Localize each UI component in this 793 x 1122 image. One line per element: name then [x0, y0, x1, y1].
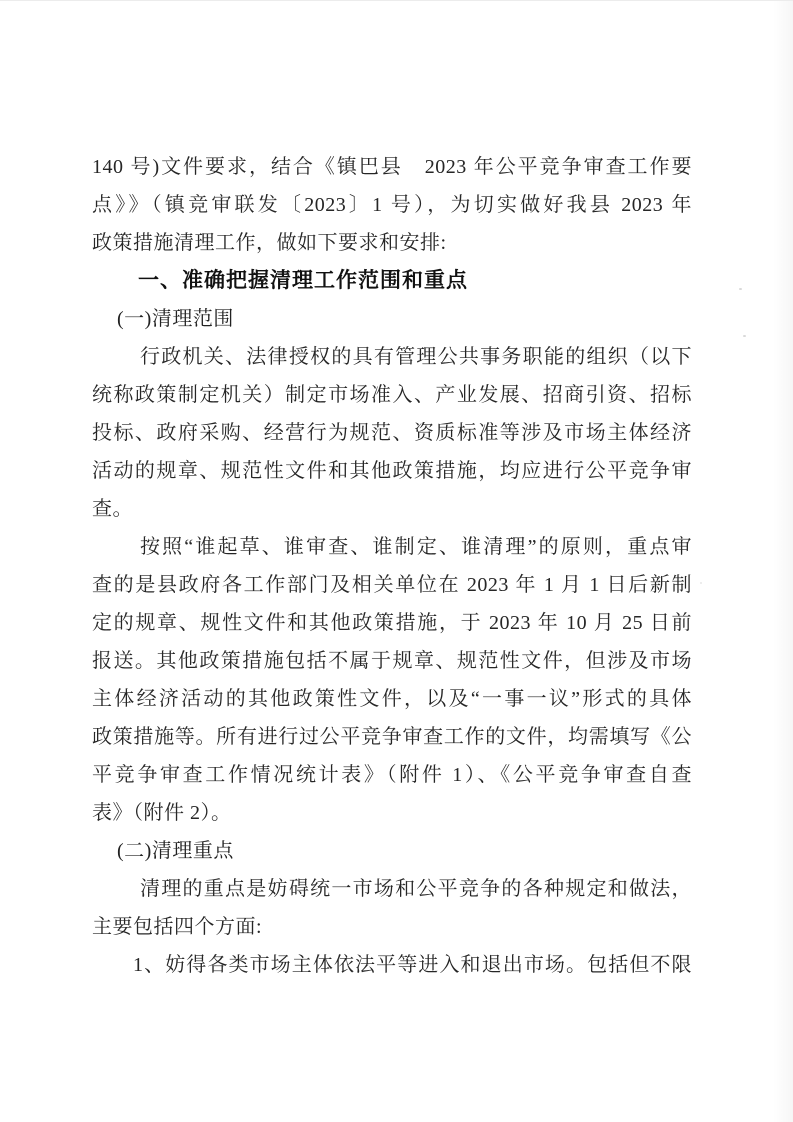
- principle-paragraph-line: 定的规章、规性文件和其他政策措施，于 2023 年 10 月 25 日前: [92, 612, 692, 634]
- principle-paragraph-line: 表》（附件 2）。: [92, 802, 232, 824]
- item-1-line: 1、妨得各类市场主体依法平等进入和退出市场。包括但不限: [133, 954, 692, 976]
- section-1-heading: 一、准确把握清理工作范围和重点: [138, 269, 468, 292]
- scan-speck: [739, 288, 742, 290]
- principle-paragraph-line: 政策措施等。所有进行过公平竞争审查工作的文件，均需填写《公: [92, 726, 692, 748]
- principle-paragraph-line: 查的是县政府各工作部门及相关单位在 2023 年 1 月 1 日后新制: [92, 574, 692, 596]
- scope-paragraph-line: 查。: [92, 498, 133, 520]
- scan-speck: [700, 582, 702, 584]
- scope-paragraph-line: 行政机关、法律授权的具有管理公共事务职能的组织（以下: [140, 346, 692, 368]
- principle-paragraph-line: 报送。其他政策措施包括不属于规章、规范性文件，但涉及市场: [92, 650, 692, 672]
- principle-paragraph-line: 按照“谁起草、谁审查、谁制定、谁清理”的原则，重点审: [140, 536, 692, 558]
- scope-paragraph-line: 活动的规章、规范性文件和其他政策措施，均应进行公平竞争审: [92, 460, 692, 482]
- principle-paragraph-line: 平竞争审查工作情况统计表》（附件 1）、《公平竞争审查自查: [92, 764, 692, 786]
- subsection-2-heading: (二)清理重点: [117, 840, 234, 862]
- focus-paragraph-line: 主要包括四个方面:: [92, 916, 263, 938]
- document-body: [92, 148, 692, 984]
- scan-edge-shading: [773, 1, 793, 1122]
- intro-line: 140 号)文件要求，结合《镇巴县 2023 年公平竞争审查工作要: [92, 156, 692, 178]
- focus-paragraph-line: 清理的重点是妨碍统一市场和公平竞争的各种规定和做法，: [140, 878, 692, 900]
- intro-line: 政策措施清理工作，做如下要求和安排:: [92, 232, 447, 254]
- subsection-1-heading: (一)清理范围: [117, 308, 234, 330]
- scan-speck: [743, 335, 746, 337]
- principle-paragraph-line: 主体经济活动的其他政策性文件，以及“一事一议”形式的具体: [92, 688, 692, 710]
- scope-paragraph-line: 统称政策制定机关）制定市场准入、产业发展、招商引资、招标: [92, 384, 692, 406]
- intro-line: 点》》（镇竞审联发〔2023〕1 号），为切实做好我县 2023 年: [92, 194, 692, 216]
- scope-paragraph-line: 投标、政府采购、经营行为规范、资质标准等涉及市场主体经济: [92, 422, 692, 444]
